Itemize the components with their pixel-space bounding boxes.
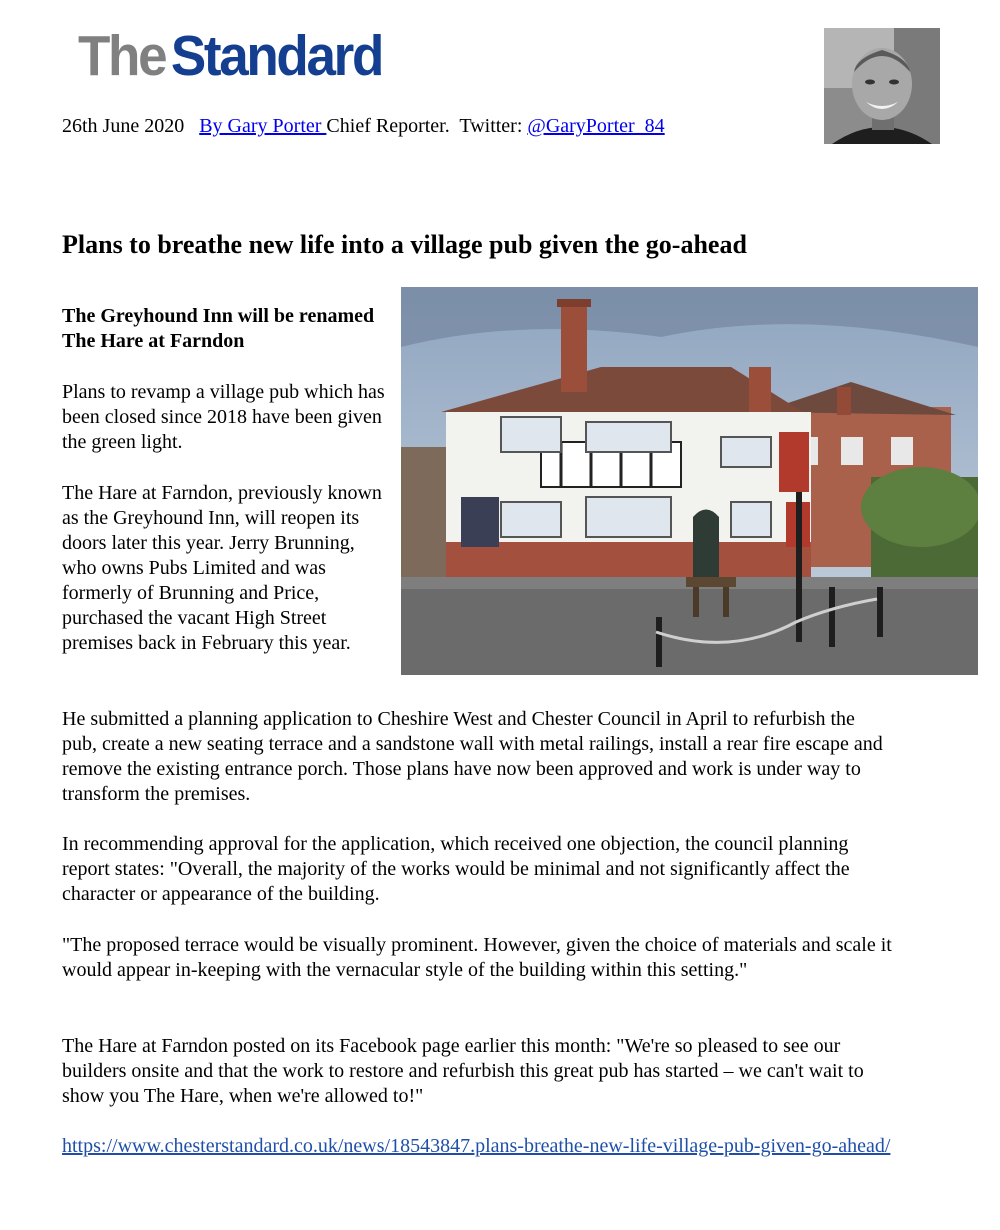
author-portrait-image (824, 28, 940, 144)
article-paragraph-6: The Hare at Farndon posted on its Facebook page earlier this month: "We're so pleased to see our builders onsite and that the work to restore and refurbish this great pub has started – we can't wait to show you The Hare, when we're allowed to!" (62, 1035, 864, 1107)
twitter-label: Twitter: (459, 115, 523, 137)
pub-photo (401, 287, 978, 675)
article-paragraph-1: Plans to revamp a village pub which has been closed since 2018 have been given the green light. (62, 381, 385, 453)
article-subhead: The Greyhound Inn will be renamed The Hare at Farndon (62, 305, 375, 352)
article-paragraph-3: He submitted a planning application to Cheshire West and Chester Council in April to refurbish the pub, create a new seating terrace and a sandstone wall with metal railings, install a rear fire escape and remove the existing entrance porch. Those plans have now been approved and work is under way to transform the premises. (62, 708, 883, 805)
source-url-link[interactable]: https://www.chesterstandard.co.uk/news/18543847.plans-breathe-new-life-village-pub-given-go-ahead/ (62, 1135, 891, 1157)
article-headline: Plans to breathe new life into a village pub given the go-ahead (62, 230, 747, 259)
article-paragraph-5: "The proposed terrace would be visually prominent. However, given the choice of materials and scale it would appear in-keeping with the vernacular style of the building within this setting." (62, 934, 892, 981)
twitter-handle-link[interactable]: @GaryPorter_84 (527, 115, 665, 137)
author-photo (824, 28, 940, 144)
author-link[interactable]: By Gary Porter (199, 115, 327, 137)
source-url-paragraph (62, 1134, 902, 1159)
masthead-logo (78, 26, 382, 86)
pub-building-image (401, 287, 978, 675)
masthead-word-standard: Standard (170, 24, 383, 88)
article-paragraph-4: In recommending approval for the application, which received one objection, the council planning report states: "Overall, the majority of the works would be minimal and not significantly affect the character or appearance of the building. (62, 833, 850, 905)
author-role: Chief Reporter. (326, 115, 450, 137)
publish-date: 26th June 2020 (62, 115, 185, 137)
article-paragraph-2: The Hare at Farndon, previously known as the Greyhound Inn, will reopen its doors later this year. Jerry Brunning, who owns Pubs Limited and was formerly of Brunning and Price, purchased the vacant High Street premises back in February this year. (62, 482, 382, 654)
byline (62, 113, 665, 139)
masthead-word-the: The (78, 24, 166, 88)
